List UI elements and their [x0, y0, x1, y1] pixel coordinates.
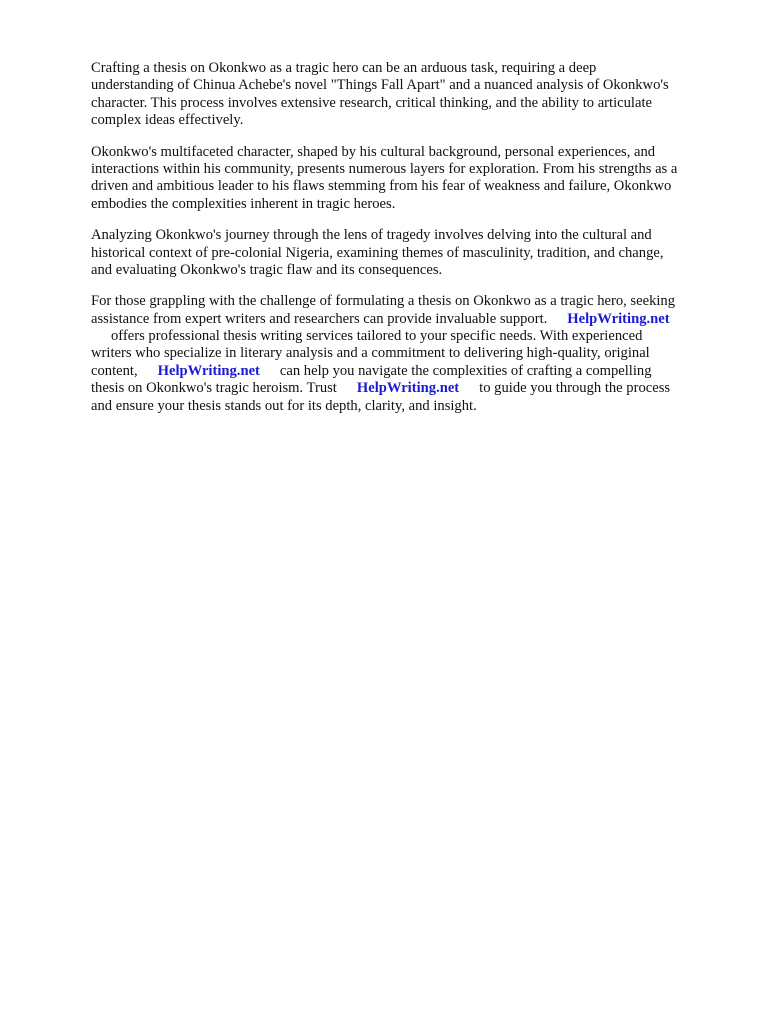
- text-line: interactions within his community, presents numerous layers for exploration. From his strengths as a: [91, 160, 678, 177]
- helpwriting-link-1[interactable]: HelpWriting.net: [567, 310, 670, 327]
- text-line: [91, 380, 721, 397]
- text-segment: assistance from expert writers and researchers can provide invaluable support.: [91, 310, 548, 327]
- text-segment: offers professional thesis writing services tailored to your specific needs. With experienced: [111, 328, 643, 345]
- text-line: and ensure your thesis stands out for its depth, clarity, and insight.: [91, 397, 477, 414]
- text-line: For those grappling with the challenge of formulating a thesis on Okonkwo as a tragic hero, seeking: [91, 293, 676, 310]
- paragraph-service: [91, 293, 721, 415]
- text-line: character. This process involves extensive research, critical thinking, and the ability to articulate: [91, 94, 652, 111]
- text-line: [91, 328, 721, 345]
- text-line: understanding of Chinua Achebe's novel "Things Fall Apart" and a nuanced analysis of Okonkwo's: [91, 77, 669, 94]
- document-page: [91, 60, 721, 429]
- helpwriting-link-3[interactable]: HelpWriting.net: [356, 380, 460, 397]
- paragraph-analysis: [91, 227, 721, 279]
- paragraph-character: [91, 144, 721, 214]
- text-segment: to guide you through the process: [479, 380, 671, 397]
- text-line: writers who specialize in literary analysis and a commitment to delivering high-quality, original: [91, 345, 650, 362]
- paragraph-intro: [91, 60, 721, 130]
- text-line: complex ideas effectively.: [91, 112, 244, 129]
- text-segment: thesis on Okonkwo's tragic heroism. Trust: [91, 380, 337, 397]
- text-line: Okonkwo's multifaceted character, shaped by his cultural background, personal experiences, and: [91, 143, 656, 160]
- text-segment: can help you navigate the complexities of crafting a compelling: [279, 362, 652, 379]
- text-line: [91, 363, 721, 380]
- text-line: embodies the complexities inherent in tragic heroes.: [91, 195, 396, 212]
- text-line: and evaluating Okonkwo's tragic flaw and its consequences.: [91, 261, 443, 278]
- text-line: historical context of pre-colonial Nigeria, examining themes of masculinity, tradition, and change,: [91, 244, 664, 261]
- text-segment: content,: [91, 362, 138, 379]
- text-line: [91, 311, 721, 328]
- text-line: driven and ambitious leader to his flaws stemming from his fear of weakness and failure, Okonkwo: [91, 178, 672, 195]
- text-line: Analyzing Okonkwo's journey through the lens of tragedy involves delving into the cultural and: [91, 227, 652, 244]
- helpwriting-link-2[interactable]: HelpWriting.net: [157, 362, 260, 379]
- text-line: Crafting a thesis on Okonkwo as a tragic hero can be an arduous task, requiring a deep: [91, 60, 597, 76]
